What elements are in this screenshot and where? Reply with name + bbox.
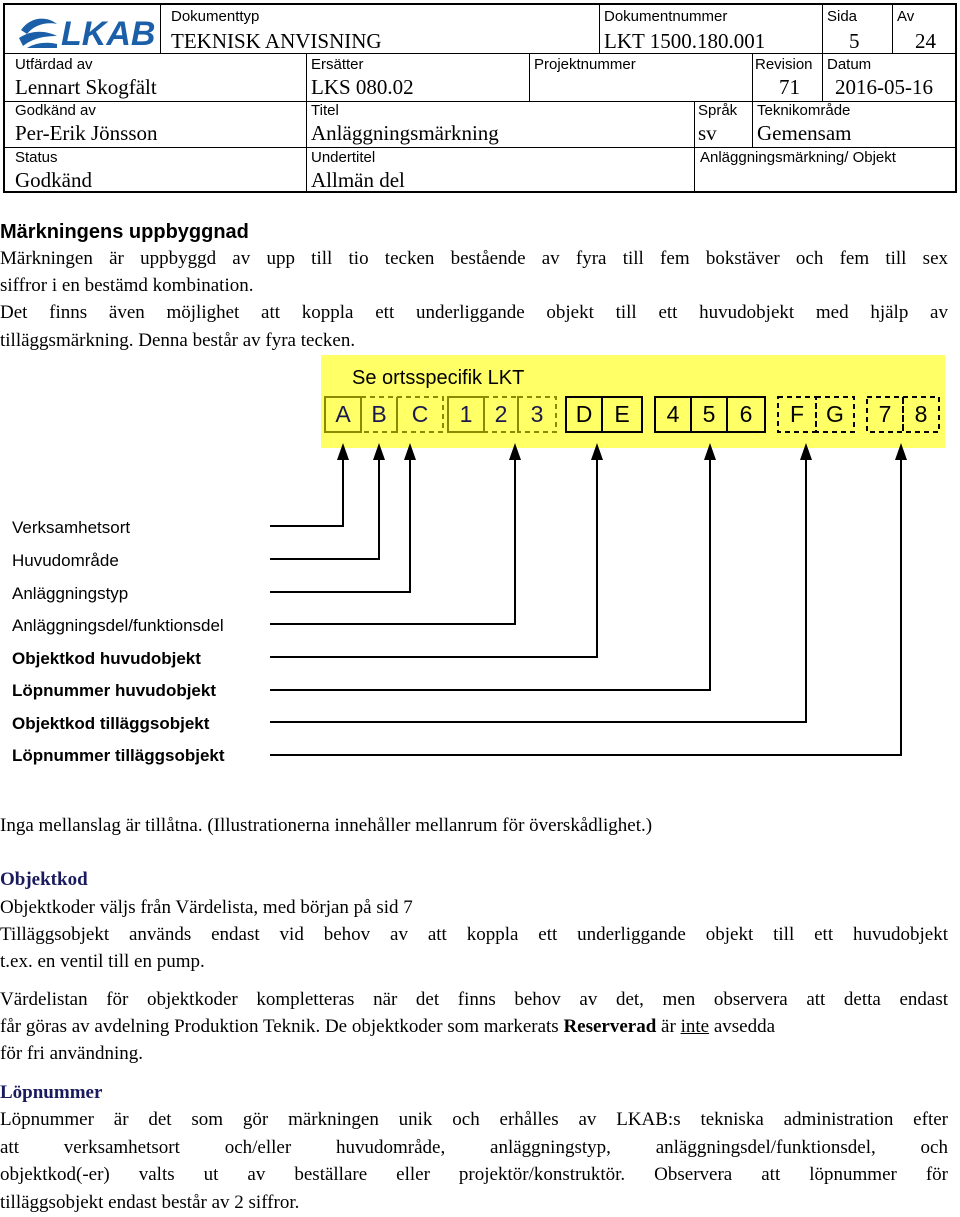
arrowhead-6 bbox=[704, 443, 716, 460]
approved-by: Per-Erik Jönsson bbox=[15, 121, 158, 145]
lkt-caption: Se ortsspecifik LKT bbox=[352, 367, 525, 389]
tech-area: Gemensam bbox=[757, 121, 852, 145]
date-label: Datum bbox=[827, 56, 872, 73]
label-anlaggningstyp: Anläggningstyp bbox=[12, 584, 129, 603]
tech-area-label: Teknikområde bbox=[757, 102, 851, 119]
label-huvudomrade: Huvudområde bbox=[12, 551, 119, 570]
paragraph-line-reserverad bbox=[0, 1013, 775, 1040]
paragraph-line: siffror i en bestämd kombination. bbox=[0, 275, 254, 296]
language: sv bbox=[698, 121, 717, 145]
subtitle-label: Undertitel bbox=[311, 149, 376, 166]
status-label: Status bbox=[15, 149, 58, 166]
issued-by: Lennart Skogfält bbox=[15, 75, 157, 99]
issued-by-label: Utfärdad av bbox=[15, 56, 93, 73]
project-number-label: Projektnummer bbox=[534, 56, 636, 73]
revision-label: Revision bbox=[755, 56, 813, 73]
char-box-label-2: B bbox=[371, 401, 387, 427]
char-box-label-9: 4 bbox=[666, 401, 680, 427]
char-box-label-14: 7 bbox=[878, 401, 892, 427]
label-lopnummer-huvudobjekt: Löpnummer huvudobjekt bbox=[12, 681, 216, 700]
char-box-label-11: 6 bbox=[739, 401, 753, 427]
arrowhead-8 bbox=[895, 443, 907, 460]
approved-by-label: Godkänd av bbox=[15, 102, 96, 119]
language-label: Språk bbox=[698, 102, 738, 119]
paragraph-line: Det finns även möjlighet att koppla ett underliggande objekt till ett huvudobjekt med hjälp av bbox=[0, 302, 948, 323]
arrowhead-7 bbox=[800, 443, 812, 460]
label-objektkod-huvudobjekt: Objektkod huvudobjekt bbox=[12, 649, 201, 668]
text-span: avsedda bbox=[709, 1016, 776, 1037]
char-box-label-8: E bbox=[614, 401, 630, 427]
subtitle: Allmän del bbox=[311, 168, 405, 192]
page-number: 5 bbox=[849, 29, 860, 53]
text-span: får göras av avdelning Produktion Teknik. De objektkoder som markerats bbox=[0, 1016, 564, 1037]
label-anlaggningsdel: Anläggningsdel/funktionsdel bbox=[12, 616, 224, 635]
paragraph-line: tilläggsmärkning. Denna består av fyra tecken. bbox=[0, 330, 356, 351]
doc-number-label: Dokumentnummer bbox=[604, 8, 728, 25]
arrowhead-1 bbox=[337, 443, 349, 460]
char-box-label-12: F bbox=[789, 401, 805, 427]
document-title: Anläggningsmärkning bbox=[311, 121, 499, 145]
paragraph-line: för fri användning. bbox=[0, 1043, 143, 1064]
char-box-label-6: 3 bbox=[530, 401, 544, 427]
char-box-label-7: D bbox=[575, 401, 593, 427]
connector-line-1 bbox=[270, 460, 343, 526]
char-box-label-5: 2 bbox=[494, 401, 508, 427]
page-total: 24 bbox=[915, 29, 936, 53]
status: Godkänd bbox=[15, 168, 92, 192]
paragraph-line: Märkningen är uppbyggd av upp till tio tecken bestående av fyra till fem bokstäver och fem till sex bbox=[0, 248, 948, 269]
title-label: Titel bbox=[311, 102, 339, 119]
char-box-label-15: 8 bbox=[914, 401, 928, 427]
char-box-label-13: G bbox=[826, 401, 844, 427]
paragraph-line: Objektkoder väljs från Värdelista, med början på sid 7 bbox=[0, 897, 413, 918]
replaces: LKS 080.02 bbox=[311, 75, 414, 99]
paragraph-line: Tilläggsobjekt används endast vid behov av att koppla ett underliggande objekt till ett huvudobjekt bbox=[0, 924, 948, 945]
arrowheads bbox=[337, 443, 907, 460]
underlined-term: inte bbox=[680, 1016, 710, 1037]
paragraph-line: att verksamhetsort och/eller huvudområde, anläggningstyp, anläggningsdel/funktionsdel, och bbox=[0, 1137, 948, 1158]
arrowhead-3 bbox=[404, 443, 416, 460]
char-box-label-4: 1 bbox=[459, 401, 473, 427]
connector-line-2 bbox=[270, 460, 379, 559]
page-label: Sida bbox=[827, 8, 858, 25]
section-heading-objektkod: Objektkod bbox=[0, 869, 88, 890]
arrowhead-5 bbox=[591, 443, 603, 460]
label-lopnummer-tillaggsobjekt: Löpnummer tilläggsobjekt bbox=[12, 746, 225, 765]
replaces-label: Ersätter bbox=[311, 56, 364, 73]
char-box-label-1: A bbox=[335, 401, 351, 427]
paragraph-line: tilläggsobjekt endast består av 2 siffror. bbox=[0, 1192, 300, 1213]
text-span: är bbox=[656, 1016, 681, 1037]
page-total-label: Av bbox=[897, 8, 915, 25]
section-heading-marking: Märkningens uppbyggnad bbox=[0, 221, 249, 243]
paragraph-line: Löpnummer är det som gör märkningen unik och erhålles av LKAB:s tekniska administration efter bbox=[0, 1109, 948, 1130]
char-box-label-10: 5 bbox=[702, 401, 716, 427]
paragraph-line: t.ex. en ventil till en pump. bbox=[0, 951, 205, 972]
connector-line-4 bbox=[270, 460, 515, 624]
date: 2016-05-16 bbox=[835, 75, 933, 99]
label-objektkod-tillaggsobjekt: Objektkod tilläggsobjekt bbox=[12, 714, 210, 733]
connector-lines bbox=[270, 460, 901, 755]
char-box-label-3: C bbox=[411, 401, 429, 427]
section-heading-lopnummer: Löpnummer bbox=[0, 1082, 103, 1103]
paragraph-line: Värdelistan för objektkoder kompletteras när det finns behov av det, men observera att detta endast bbox=[0, 989, 948, 1010]
revision: 71 bbox=[779, 75, 800, 99]
doc-type-label: Dokumenttyp bbox=[171, 8, 260, 25]
no-spaces-note: Inga mellanslag är tillåtna. (Illustrationerna innehåller mellanrum för överskådlighet.) bbox=[0, 815, 653, 836]
category: Anläggningsmärkning/ Objekt bbox=[700, 149, 896, 166]
reserved-term: Reserverad bbox=[563, 1016, 657, 1037]
doc-number: LKT 1500.180.001 bbox=[604, 29, 766, 53]
connector-line-6 bbox=[270, 460, 710, 690]
label-verksamhetsort: Verksamhetsort bbox=[12, 518, 131, 537]
doc-type: TEKNISK ANVISNING bbox=[171, 29, 382, 53]
arrowhead-2 bbox=[373, 443, 385, 460]
paragraph-line: objektkod(-er) valts ut av beställare eller projektör/konstruktör. Observera att löpnummer för bbox=[0, 1164, 948, 1185]
lkab-logo-text: LKAB bbox=[61, 15, 156, 52]
arrowhead-4 bbox=[509, 443, 521, 460]
